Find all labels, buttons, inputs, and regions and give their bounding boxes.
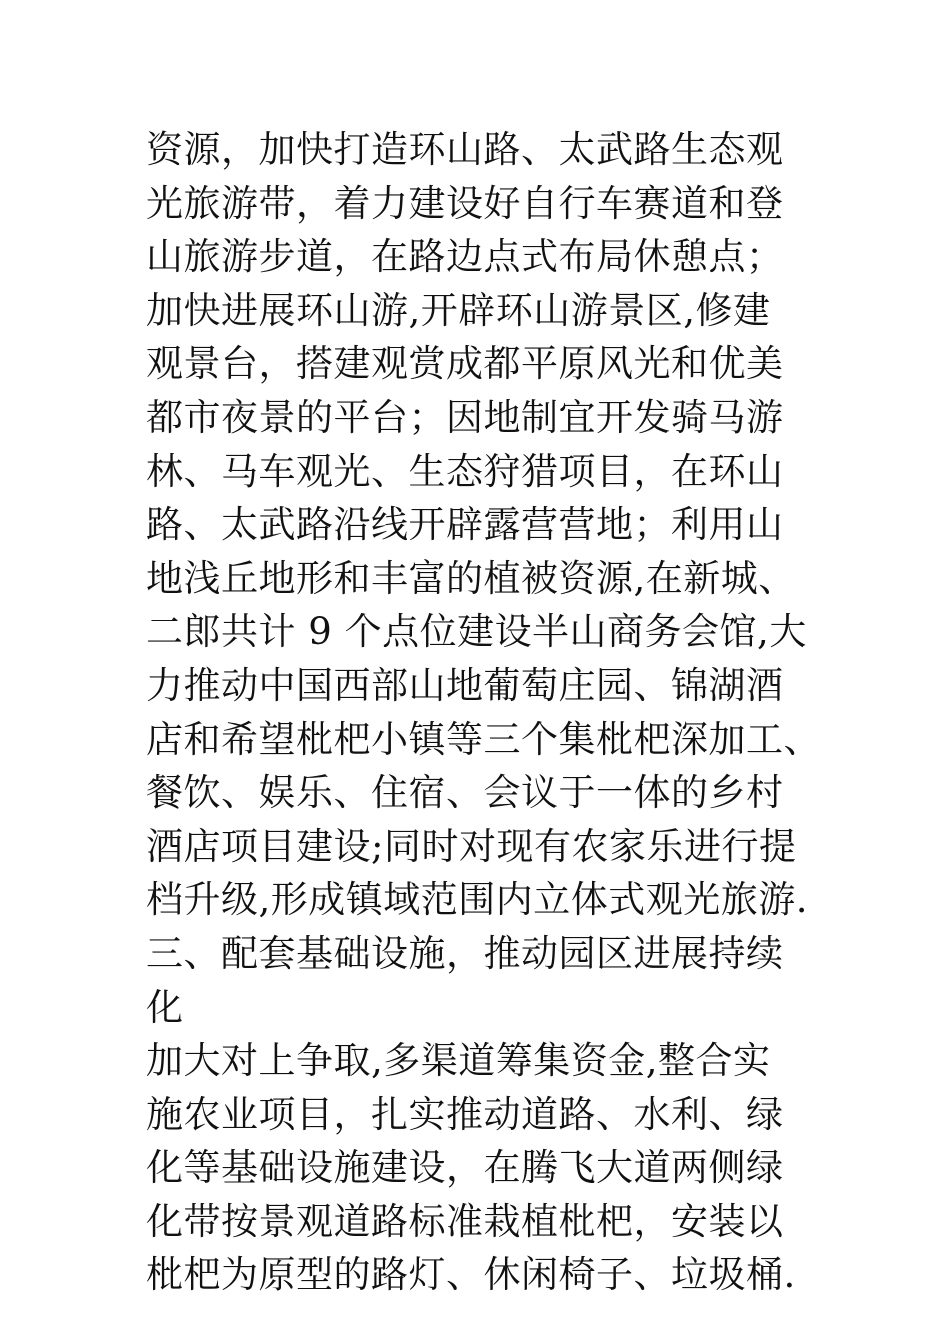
text-line: 加快进展环山游,开辟环山游景区,修建	[146, 288, 771, 332]
text-line: 酒店项目建设;同时对现有农家乐进行提	[146, 824, 797, 868]
text-line: 林、马车观光、生态狩猎项目，在环山	[146, 449, 784, 493]
text-line: 资源，加快打造环山路、太武路生态观	[146, 128, 784, 171]
text-line: 力推动中国西部山地葡萄庄园、锦湖酒	[146, 663, 784, 707]
section-heading: 三、配套基础设施，推动园区进展持续	[146, 931, 784, 975]
text-line: 店和希望枇杷小镇等三个集枇杷深加工、	[146, 717, 821, 761]
section-heading: 化	[146, 985, 184, 1029]
text-line: 枇杷为原型的路灯、休闲椅子、垃圾桶.	[146, 1253, 796, 1297]
text-line: 餐饮、娱乐、住宿、会议于一体的乡村	[146, 771, 784, 815]
text-line: 施农业项目，扎实推动道路、水利、绿	[146, 1092, 784, 1136]
text-line: 化等基础设施建设，在腾飞大道两侧绿	[146, 1146, 784, 1190]
text-line: 地浅丘地形和丰富的植被资源,在新城、	[146, 556, 796, 600]
body-text	[146, 123, 846, 1302]
text-line: 都市夜景的平台；因地制宜开发骑马游	[146, 395, 784, 439]
text-line: 化带按景观道路标准栽植枇杷，安装以	[146, 1199, 784, 1243]
text-line: 加大对上争取,多渠道筹集资金,整合实	[146, 1039, 771, 1083]
text-line: 档升级,形成镇域范围内立体式观光旅游.	[146, 878, 809, 922]
text-line: 观景台，搭建观赏成都平原风光和优美	[146, 342, 784, 386]
text-line: 二郎共计 9 个点位建设半山商务会馆,大	[146, 610, 807, 654]
text-line: 光旅游带，着力建设好自行车赛道和登	[146, 181, 784, 225]
text-line: 路、太武路沿线开辟露营营地；利用山	[146, 503, 784, 547]
text-line: 山旅游步道，在路边点式布局休憩点；	[146, 235, 784, 279]
